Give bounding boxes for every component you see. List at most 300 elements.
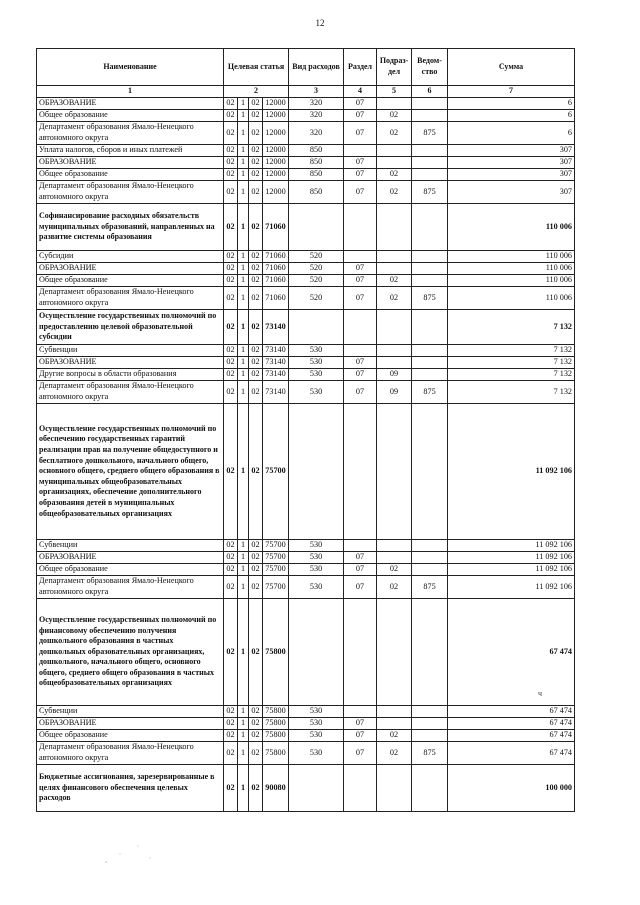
- subsection-code: [377, 552, 412, 564]
- column-number: 5: [377, 86, 412, 98]
- target-direction-code: 75700: [263, 552, 289, 564]
- subsection-code: [377, 540, 412, 552]
- target-activity-code: 02: [249, 381, 263, 404]
- target-direction-code: 73140: [263, 369, 289, 381]
- section-code: 07: [344, 576, 377, 599]
- target-subprogram-code: 1: [238, 287, 249, 310]
- sum-value: 11 092 106: [448, 404, 575, 540]
- target-program-code: 02: [224, 145, 238, 157]
- subsection-code: [377, 310, 412, 345]
- row-name: Осуществление государственных полномочий по предоставлению целевой образовательной субсидии: [37, 310, 224, 345]
- department-code: 875: [412, 381, 448, 404]
- subsection-code: [377, 98, 412, 110]
- expense-type-code: [289, 310, 344, 345]
- expense-type-code: 530: [289, 730, 344, 742]
- target-subprogram-code: 1: [238, 251, 249, 263]
- table-row: [37, 157, 575, 169]
- sum-value: 110 006: [448, 287, 575, 310]
- target-direction-code: 75700: [263, 540, 289, 552]
- sum-value: 110 006: [448, 251, 575, 263]
- header-expense-type: Вид расходов: [289, 49, 344, 86]
- section-code: [344, 204, 377, 251]
- target-direction-code: 12000: [263, 181, 289, 204]
- row-name: ОБРАЗОВАНИЕ: [37, 98, 224, 110]
- section-code: 07: [344, 357, 377, 369]
- department-code: [412, 169, 448, 181]
- sum-value: 307: [448, 145, 575, 157]
- sum-value: 67 474: [448, 730, 575, 742]
- target-activity-code: 02: [249, 122, 263, 145]
- target-subprogram-code: 1: [238, 552, 249, 564]
- target-activity-code: 02: [249, 576, 263, 599]
- subsection-code: [377, 145, 412, 157]
- department-code: [412, 145, 448, 157]
- target-direction-code: 71060: [263, 263, 289, 275]
- header-target-article: Целевая статья: [224, 49, 289, 86]
- target-activity-code: 02: [249, 275, 263, 287]
- target-direction-code: 73140: [263, 345, 289, 357]
- target-program-code: 02: [224, 345, 238, 357]
- subsection-code: 02: [377, 564, 412, 576]
- target-program-code: 02: [224, 552, 238, 564]
- expense-type-code: 530: [289, 381, 344, 404]
- subsection-code: 09: [377, 369, 412, 381]
- sum-value: 110 006: [448, 263, 575, 275]
- sum-value: 307: [448, 181, 575, 204]
- target-direction-code: 73140: [263, 381, 289, 404]
- section-code: [344, 345, 377, 357]
- subsection-code: 02: [377, 169, 412, 181]
- column-number: 3: [289, 86, 344, 98]
- table-row: [37, 251, 575, 263]
- expense-type-code: 320: [289, 122, 344, 145]
- expense-type-code: 530: [289, 540, 344, 552]
- target-program-code: 02: [224, 98, 238, 110]
- target-subprogram-code: 1: [238, 110, 249, 122]
- expense-type-code: 530: [289, 718, 344, 730]
- table-row: [37, 576, 575, 599]
- target-subprogram-code: 1: [238, 98, 249, 110]
- target-activity-code: 02: [249, 287, 263, 310]
- target-subprogram-code: 1: [238, 122, 249, 145]
- row-name: Субвенции: [37, 706, 224, 718]
- section-code: [344, 145, 377, 157]
- subsection-code: 02: [377, 181, 412, 204]
- table-row: [37, 181, 575, 204]
- table-row: [37, 599, 575, 706]
- department-code: [412, 275, 448, 287]
- column-number: 2: [224, 86, 289, 98]
- target-activity-code: 02: [249, 157, 263, 169]
- expense-type-code: 530: [289, 742, 344, 765]
- sum-value: 7 132: [448, 345, 575, 357]
- target-subprogram-code: 1: [238, 540, 249, 552]
- subsection-code: [377, 157, 412, 169]
- target-activity-code: 02: [249, 110, 263, 122]
- row-name: Уплата налогов, сборов и иных платежей: [37, 145, 224, 157]
- row-name: Общее образование: [37, 564, 224, 576]
- sum-value: 11 092 106: [448, 564, 575, 576]
- row-name: Софинансирование расходных обязательств муниципальных образований, направленных на развитие системы образования: [37, 204, 224, 251]
- section-code: 07: [344, 564, 377, 576]
- subsection-code: [377, 357, 412, 369]
- expense-type-code: 530: [289, 576, 344, 599]
- sum-value: 6: [448, 110, 575, 122]
- sum-value: 110 006: [448, 204, 575, 251]
- target-subprogram-code: 1: [238, 169, 249, 181]
- department-code: 875: [412, 181, 448, 204]
- table-row: [37, 765, 575, 812]
- column-number: 1: [37, 86, 224, 98]
- department-code: [412, 157, 448, 169]
- department-code: [412, 251, 448, 263]
- subsection-code: [377, 599, 412, 706]
- row-name: Осуществление государственных полномочий по обеспечению государственных гарантий реализации прав на получение общедоступного и бесплатного дошкольного, начального общего, основного общего, среднего общего образования в муниципальных общеобразовательных организациях, обеспечение дополнительного образования детей в муниципальных общеобразовательных организациях: [37, 404, 224, 540]
- sum-value: 6: [448, 122, 575, 145]
- sum-value: 7 132: [448, 381, 575, 404]
- expense-type-code: 850: [289, 145, 344, 157]
- section-code: 07: [344, 98, 377, 110]
- target-program-code: 02: [224, 287, 238, 310]
- department-code: [412, 369, 448, 381]
- expense-type-code: 320: [289, 98, 344, 110]
- target-direction-code: 90080: [263, 765, 289, 812]
- target-program-code: 02: [224, 564, 238, 576]
- table-row: [37, 552, 575, 564]
- target-program-code: 02: [224, 730, 238, 742]
- sum-value: 307: [448, 157, 575, 169]
- target-activity-code: 02: [249, 145, 263, 157]
- target-direction-code: 12000: [263, 122, 289, 145]
- target-activity-code: 02: [249, 540, 263, 552]
- target-subprogram-code: 1: [238, 357, 249, 369]
- table-row: [37, 122, 575, 145]
- row-name: ОБРАЗОВАНИЕ: [37, 357, 224, 369]
- expense-type-code: 850: [289, 181, 344, 204]
- table-row: [37, 345, 575, 357]
- sum-value: 67 474: [448, 706, 575, 718]
- department-code: [412, 345, 448, 357]
- header-name: Наименование: [37, 49, 224, 86]
- target-subprogram-code: 1: [238, 157, 249, 169]
- target-activity-code: 02: [249, 169, 263, 181]
- target-direction-code: 12000: [263, 145, 289, 157]
- sum-value: 67 474: [448, 742, 575, 765]
- target-subprogram-code: 1: [238, 730, 249, 742]
- section-code: 07: [344, 552, 377, 564]
- target-activity-code: 02: [249, 181, 263, 204]
- target-direction-code: 75700: [263, 576, 289, 599]
- target-activity-code: 02: [249, 552, 263, 564]
- target-direction-code: 12000: [263, 169, 289, 181]
- expense-type-code: 850: [289, 169, 344, 181]
- target-program-code: 02: [224, 765, 238, 812]
- target-program-code: 02: [224, 599, 238, 706]
- subsection-code: [377, 251, 412, 263]
- table-row: [37, 730, 575, 742]
- target-direction-code: 75800: [263, 742, 289, 765]
- row-name: Субвенции: [37, 540, 224, 552]
- target-direction-code: 75800: [263, 730, 289, 742]
- target-subprogram-code: 1: [238, 742, 249, 765]
- sum-value: 11 092 106: [448, 552, 575, 564]
- table-row: [37, 540, 575, 552]
- row-name: Департамент образования Ямало-Ненецкого автономного округа: [37, 181, 224, 204]
- section-code: [344, 310, 377, 345]
- department-code: [412, 310, 448, 345]
- page-number: 12: [315, 18, 325, 28]
- section-code: [344, 540, 377, 552]
- table-row: [37, 718, 575, 730]
- target-program-code: 02: [224, 251, 238, 263]
- sum-value: 307: [448, 169, 575, 181]
- table-row: [37, 169, 575, 181]
- target-direction-code: 75800: [263, 718, 289, 730]
- target-subprogram-code: 1: [238, 404, 249, 540]
- subsection-code: 02: [377, 576, 412, 599]
- expense-type-code: 530: [289, 552, 344, 564]
- target-activity-code: 02: [249, 310, 263, 345]
- target-subprogram-code: 1: [238, 275, 249, 287]
- subsection-code: 02: [377, 287, 412, 310]
- target-subprogram-code: 1: [238, 345, 249, 357]
- column-number: 6: [412, 86, 448, 98]
- table-row: [37, 145, 575, 157]
- expense-type-code: [289, 204, 344, 251]
- section-code: 07: [344, 718, 377, 730]
- target-direction-code: 71060: [263, 204, 289, 251]
- target-direction-code: 75700: [263, 404, 289, 540]
- section-code: 07: [344, 122, 377, 145]
- header-row: [37, 49, 575, 86]
- target-direction-code: 71060: [263, 275, 289, 287]
- target-activity-code: 02: [249, 204, 263, 251]
- target-activity-code: 02: [249, 263, 263, 275]
- sum-value: 11 092 106: [448, 540, 575, 552]
- target-program-code: 02: [224, 169, 238, 181]
- budget-table: [36, 48, 575, 812]
- subsection-code: 02: [377, 742, 412, 765]
- column-number: 7: [448, 86, 575, 98]
- department-code: [412, 110, 448, 122]
- row-name: Субвенции: [37, 345, 224, 357]
- target-subprogram-code: 1: [238, 310, 249, 345]
- expense-type-code: 520: [289, 251, 344, 263]
- row-name: Субсидии: [37, 251, 224, 263]
- department-code: 875: [412, 287, 448, 310]
- department-code: [412, 404, 448, 540]
- section-code: 07: [344, 157, 377, 169]
- table-row: [37, 706, 575, 718]
- section-code: 07: [344, 742, 377, 765]
- header-section: Раздел: [344, 49, 377, 86]
- department-code: 875: [412, 122, 448, 145]
- target-direction-code: 75800: [263, 706, 289, 718]
- row-name: Департамент образования Ямало-Ненецкого автономного округа: [37, 576, 224, 599]
- target-subprogram-code: 1: [238, 381, 249, 404]
- table-row: [37, 110, 575, 122]
- target-program-code: 02: [224, 204, 238, 251]
- target-program-code: 02: [224, 381, 238, 404]
- expense-type-code: 520: [289, 263, 344, 275]
- target-subprogram-code: 1: [238, 145, 249, 157]
- expense-type-code: 520: [289, 275, 344, 287]
- target-program-code: 02: [224, 404, 238, 540]
- row-name: ОБРАЗОВАНИЕ: [37, 718, 224, 730]
- section-code: [344, 706, 377, 718]
- expense-type-code: 530: [289, 369, 344, 381]
- column-number: 4: [344, 86, 377, 98]
- expense-type-code: 850: [289, 157, 344, 169]
- target-activity-code: 02: [249, 251, 263, 263]
- sum-value: 11 092 106: [448, 576, 575, 599]
- target-program-code: 02: [224, 122, 238, 145]
- row-name: Общее образование: [37, 169, 224, 181]
- subsection-code: [377, 345, 412, 357]
- target-activity-code: 02: [249, 357, 263, 369]
- target-activity-code: 02: [249, 345, 263, 357]
- target-subprogram-code: 1: [238, 706, 249, 718]
- target-direction-code: 12000: [263, 110, 289, 122]
- department-code: [412, 599, 448, 706]
- table-row: [37, 404, 575, 540]
- section-code: [344, 599, 377, 706]
- subsection-code: [377, 765, 412, 812]
- sum-value: 7 132: [448, 357, 575, 369]
- expense-type-code: [289, 404, 344, 540]
- row-name: Бюджетные ассигнования, зарезервированные в целях финансового обеспечения целевых расходов: [37, 765, 224, 812]
- target-subprogram-code: 1: [238, 263, 249, 275]
- department-code: [412, 357, 448, 369]
- sum-value: 7 132: [448, 310, 575, 345]
- target-direction-code: 75700: [263, 564, 289, 576]
- subsection-code: [377, 718, 412, 730]
- target-program-code: 02: [224, 706, 238, 718]
- target-program-code: 02: [224, 263, 238, 275]
- target-direction-code: 73140: [263, 310, 289, 345]
- row-name: ОБРАЗОВАНИЕ: [37, 552, 224, 564]
- department-code: [412, 204, 448, 251]
- sum-value: 67 474: [448, 599, 575, 706]
- scan-specks: [100, 840, 160, 870]
- sum-value: 110 006: [448, 275, 575, 287]
- target-activity-code: 02: [249, 706, 263, 718]
- target-subprogram-code: 1: [238, 181, 249, 204]
- table-row: [37, 287, 575, 310]
- target-program-code: 02: [224, 275, 238, 287]
- header-sum: Сумма: [448, 49, 575, 86]
- department-code: [412, 706, 448, 718]
- row-name: Департамент образования Ямало-Ненецкого автономного округа: [37, 381, 224, 404]
- header-subsection: Подраз-дел: [377, 49, 412, 86]
- department-code: [412, 730, 448, 742]
- section-code: 07: [344, 730, 377, 742]
- table-row: [37, 263, 575, 275]
- table-row: [37, 98, 575, 110]
- subsection-code: 09: [377, 381, 412, 404]
- target-direction-code: 12000: [263, 98, 289, 110]
- department-code: 875: [412, 742, 448, 765]
- table-row: [37, 275, 575, 287]
- sum-value: 100 000: [448, 765, 575, 812]
- expense-type-code: 320: [289, 110, 344, 122]
- target-direction-code: 71060: [263, 251, 289, 263]
- subsection-code: 02: [377, 730, 412, 742]
- target-activity-code: 02: [249, 599, 263, 706]
- section-code: 07: [344, 381, 377, 404]
- row-name: Департамент образования Ямало-Ненецкого автономного округа: [37, 742, 224, 765]
- row-name: Осуществление государственных полномочий по финансовому обеспечению получения дошкольного образования в частных дошкольных образовательных организациях, дошкольного, начального общего, основного общего, среднего общего образования в частных общеобразовательных организациях: [37, 599, 224, 706]
- subsection-code: [377, 706, 412, 718]
- department-code: [412, 540, 448, 552]
- department-code: [412, 98, 448, 110]
- section-code: 07: [344, 369, 377, 381]
- row-name: Общее образование: [37, 275, 224, 287]
- target-program-code: 02: [224, 110, 238, 122]
- row-name: Другие вопросы в области образования: [37, 369, 224, 381]
- target-program-code: 02: [224, 157, 238, 169]
- target-activity-code: 02: [249, 742, 263, 765]
- subsection-code: [377, 404, 412, 540]
- target-program-code: 02: [224, 540, 238, 552]
- subsection-code: 02: [377, 122, 412, 145]
- target-subprogram-code: 1: [238, 204, 249, 251]
- section-code: 07: [344, 263, 377, 275]
- expense-type-code: [289, 599, 344, 706]
- target-direction-code: 73140: [263, 357, 289, 369]
- header-department: Ведом-ство: [412, 49, 448, 86]
- target-program-code: 02: [224, 369, 238, 381]
- expense-type-code: [289, 765, 344, 812]
- target-activity-code: 02: [249, 404, 263, 540]
- department-code: [412, 718, 448, 730]
- target-direction-code: 12000: [263, 157, 289, 169]
- target-subprogram-code: 1: [238, 369, 249, 381]
- department-code: [412, 263, 448, 275]
- target-subprogram-code: 1: [238, 765, 249, 812]
- target-activity-code: 02: [249, 730, 263, 742]
- section-code: [344, 404, 377, 540]
- row-name: ОБРАЗОВАНИЕ: [37, 157, 224, 169]
- target-program-code: 02: [224, 357, 238, 369]
- section-code: 07: [344, 169, 377, 181]
- target-program-code: 02: [224, 742, 238, 765]
- row-name: Департамент образования Ямало-Ненецкого автономного округа: [37, 287, 224, 310]
- expense-type-code: 530: [289, 706, 344, 718]
- table-row: [37, 357, 575, 369]
- target-program-code: 02: [224, 310, 238, 345]
- target-subprogram-code: 1: [238, 718, 249, 730]
- target-program-code: 02: [224, 576, 238, 599]
- target-activity-code: 02: [249, 718, 263, 730]
- target-activity-code: 02: [249, 765, 263, 812]
- section-code: 07: [344, 110, 377, 122]
- table-row: [37, 742, 575, 765]
- section-code: 07: [344, 287, 377, 310]
- row-name: Общее образование: [37, 110, 224, 122]
- row-name: ОБРАЗОВАНИЕ: [37, 263, 224, 275]
- department-code: [412, 564, 448, 576]
- sum-value: 7 132: [448, 369, 575, 381]
- target-subprogram-code: 1: [238, 564, 249, 576]
- table-row: [37, 204, 575, 251]
- section-code: [344, 251, 377, 263]
- expense-type-code: 530: [289, 564, 344, 576]
- row-name: Департамент образования Ямало-Ненецкого автономного округа: [37, 122, 224, 145]
- department-code: [412, 765, 448, 812]
- section-code: 07: [344, 275, 377, 287]
- subsection-code: 02: [377, 275, 412, 287]
